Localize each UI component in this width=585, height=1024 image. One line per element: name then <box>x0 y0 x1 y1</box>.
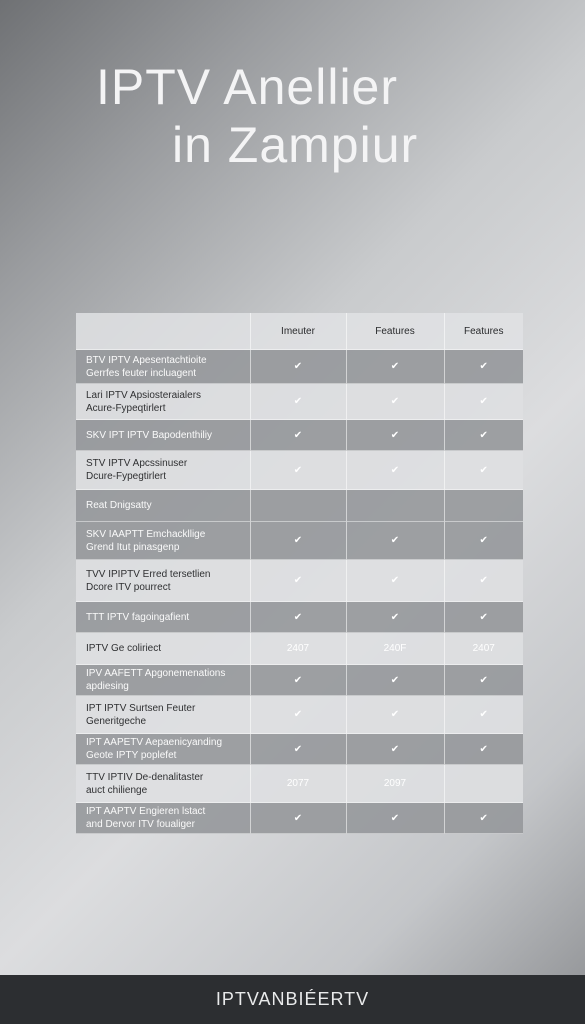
row-label-line: TTV IPTIV De-denalitaster <box>86 771 204 783</box>
check-icon: ✔ <box>444 602 523 633</box>
row-label <box>76 734 250 765</box>
row-label <box>76 602 250 633</box>
check-icon: ✔ <box>250 696 346 734</box>
header-cell-0 <box>76 313 250 350</box>
check-icon: ✔ <box>346 522 444 560</box>
check-icon: ✔ <box>250 451 346 490</box>
row-label <box>76 765 250 803</box>
footer-bar <box>0 975 585 1024</box>
row-label-line: apdiesing <box>86 681 129 692</box>
check-icon: ✔ <box>444 384 523 420</box>
table-row <box>76 490 523 522</box>
row-label-line: Reat Dnigsatty <box>86 500 152 511</box>
check-icon: ✔ <box>444 350 523 384</box>
check-icon: ✔ <box>444 420 523 451</box>
row-label-line: TTT IPTV fagoingafient <box>86 611 190 623</box>
table-header-row <box>76 313 523 350</box>
table-row <box>76 633 523 665</box>
row-label-line: SKV IPT IPTV Bapodenthiliy <box>86 429 212 441</box>
row-label-line: STV IPTV Apcssinuser <box>86 458 188 469</box>
table-row <box>76 350 523 384</box>
row-label <box>76 665 250 696</box>
check-icon: ✔ <box>250 384 346 420</box>
check-icon: ✔ <box>444 451 523 490</box>
check-icon: ✔ <box>250 803 346 834</box>
table-row <box>76 602 523 633</box>
check-icon: ✔ <box>346 803 444 834</box>
check-icon: ✔ <box>444 665 523 696</box>
row-label-line: Dcore ITV pourrect <box>86 581 171 593</box>
check-icon: ✔ <box>444 803 523 834</box>
comparison-table <box>76 313 523 834</box>
check-icon: ✔ <box>250 734 346 765</box>
row-label <box>76 803 250 834</box>
check-icon: ✔ <box>250 420 346 451</box>
header-cell-1: Imeuter <box>250 313 346 350</box>
row-label-line: auct chilienge <box>86 784 148 796</box>
footer-brand-text: IPTVANBIÉERTV <box>215 989 370 1009</box>
check-icon: ✔ <box>444 696 523 734</box>
row-label <box>76 522 250 560</box>
row-label <box>76 420 250 451</box>
check-icon: ✔ <box>250 665 346 696</box>
check-icon: ✔ <box>250 602 346 633</box>
row-label-line: IPT AAPTV Engieren lstact <box>86 806 206 817</box>
check-icon: ✔ <box>346 602 444 633</box>
check-icon: ✔ <box>444 734 523 765</box>
table-row <box>76 451 523 490</box>
row-label-line: SKV IAAPTT Emchackllige <box>86 528 206 540</box>
table-row <box>76 734 523 765</box>
row-label <box>76 490 250 522</box>
row-label-line: and Dervor ITV foualiger <box>86 819 195 830</box>
row-label-line: IPT IPTV Surtsen Feuter <box>86 702 196 714</box>
row-label-line: Grend Itut pinasgenp <box>86 541 180 553</box>
check-icon: ✔ <box>444 522 523 560</box>
table-row <box>76 522 523 560</box>
check-icon: ✔ <box>444 560 523 602</box>
row-label <box>76 350 250 384</box>
row-label <box>76 633 250 665</box>
table-row <box>76 696 523 734</box>
row-label-line: BTV IPTV Apesentachtioite <box>86 354 207 366</box>
page-title <box>0 58 585 174</box>
row-label-line: IPTV Ge coliriect <box>86 643 162 654</box>
row-label-line: Gerrfes feuter incluagent <box>86 367 197 379</box>
header-cell-2: Features <box>346 313 444 350</box>
check-icon: ✔ <box>346 350 444 384</box>
table-cell <box>444 490 523 522</box>
table-cell: 2407 <box>250 633 346 665</box>
table-row <box>76 665 523 696</box>
check-icon: ✔ <box>346 420 444 451</box>
row-label-line: TVV IPIPTV Erred tersetlien <box>86 568 211 580</box>
table-cell: 240F <box>346 633 444 665</box>
check-icon: ✔ <box>346 560 444 602</box>
table-row <box>76 384 523 420</box>
check-icon: ✔ <box>346 384 444 420</box>
row-label-line: Acure-Fypeqtirlert <box>86 402 166 414</box>
table-row <box>76 560 523 602</box>
check-icon: ✔ <box>250 522 346 560</box>
row-label-line: IPV AAFETT Apgonemenations <box>86 668 226 679</box>
title-line-2: in Zampiur <box>172 117 419 173</box>
table-row <box>76 765 523 803</box>
check-icon: ✔ <box>346 696 444 734</box>
title-line-1: IPTV Anellier <box>96 59 399 115</box>
row-label-line: IPT AAPETV Aepaenicyanding <box>86 737 223 748</box>
row-label <box>76 696 250 734</box>
check-icon: ✔ <box>250 560 346 602</box>
table-cell: 2097 <box>346 765 444 803</box>
check-icon: ✔ <box>250 350 346 384</box>
header-cell-3: Features <box>444 313 523 350</box>
table-cell: 2407 <box>444 633 523 665</box>
row-label <box>76 384 250 420</box>
check-icon: ✔ <box>346 734 444 765</box>
table-cell <box>346 490 444 522</box>
table-cell <box>250 490 346 522</box>
row-label-line: Lari IPTV Apsiosteraialers <box>86 389 202 401</box>
row-label-line: Dcure-Fypegtirlert <box>86 471 167 482</box>
row-label-line: Generitgeche <box>86 715 147 727</box>
table-row <box>76 420 523 451</box>
table-row <box>76 803 523 834</box>
table-cell: 2077 <box>250 765 346 803</box>
check-icon: ✔ <box>346 665 444 696</box>
row-label-line: Geote IPTY poplefet <box>86 750 177 761</box>
check-icon: ✔ <box>346 451 444 490</box>
row-label <box>76 451 250 490</box>
row-label <box>76 560 250 602</box>
table-cell <box>444 765 523 803</box>
